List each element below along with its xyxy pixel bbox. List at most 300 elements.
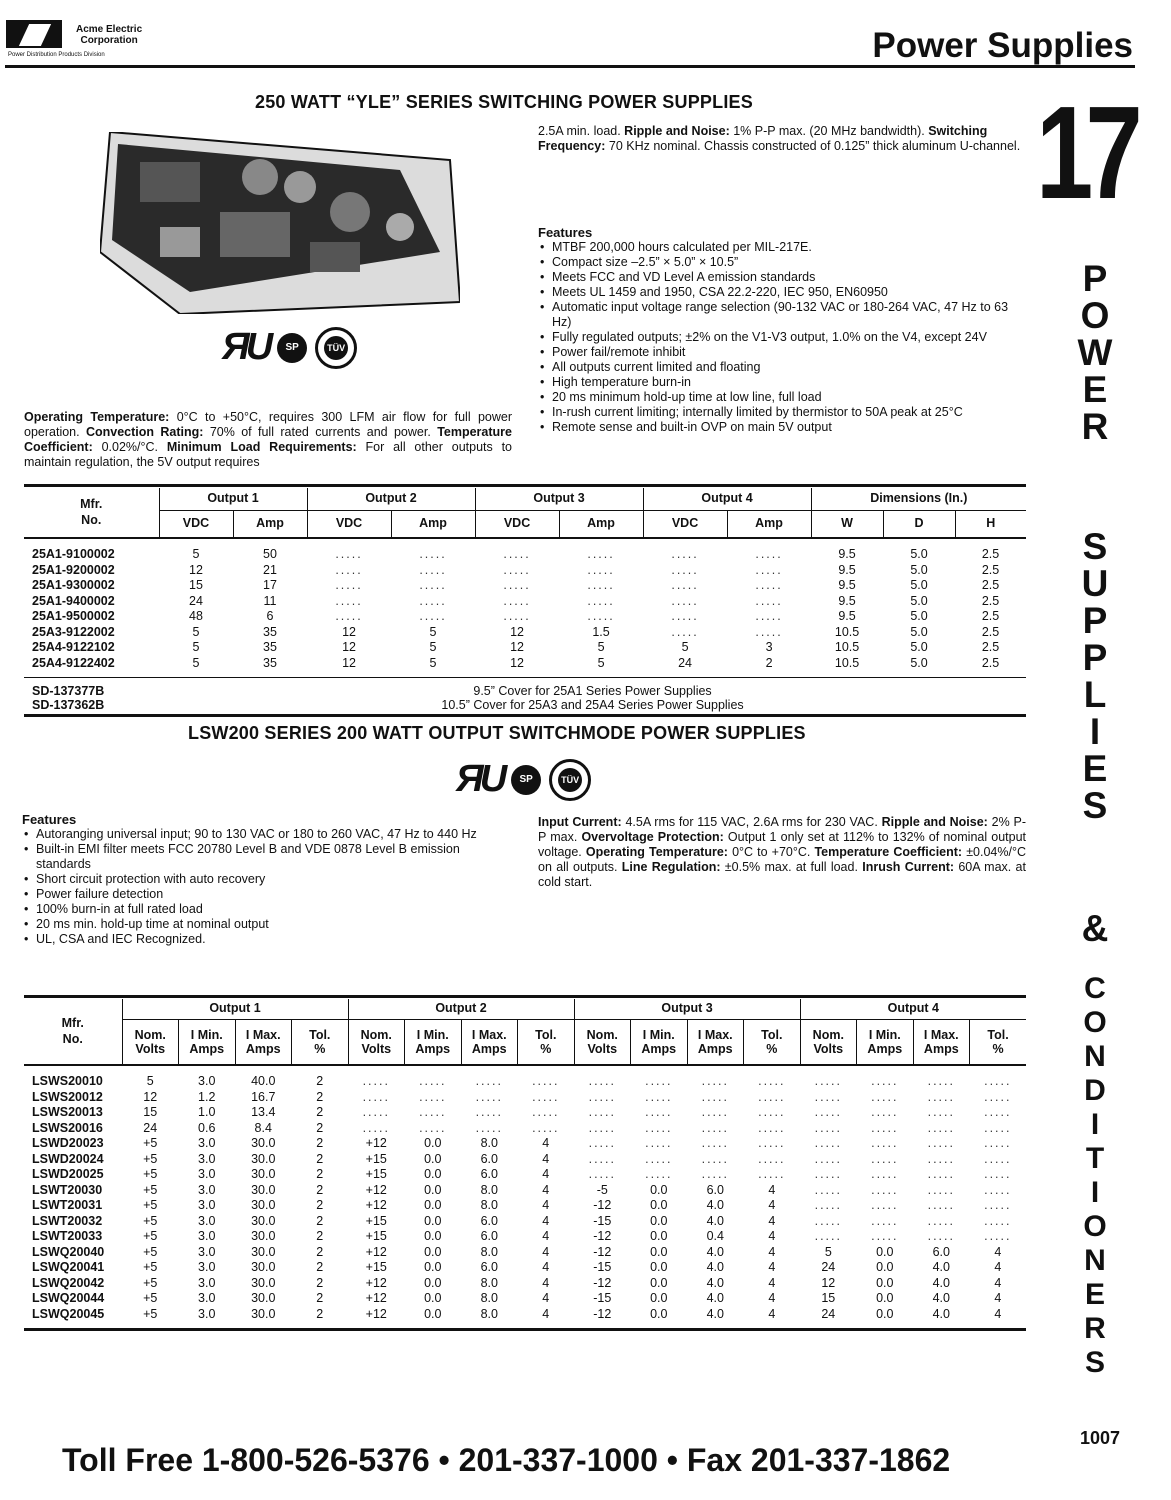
table-cell: 5 [192,624,200,639]
table-cell: ..... [503,547,531,561]
mfr-number: LSWT20032 [32,1213,103,1228]
group-header: Output 4 [800,999,1026,1020]
table-cell: 3.0 [198,1198,216,1212]
table-cell: +15 [365,1213,387,1228]
table-cell: 1.5 [592,624,610,639]
tuv-icon [315,327,357,369]
table-cell: 1.2 [198,1089,216,1104]
table-cell: ..... [362,1074,390,1088]
column-header-line: I Max. [471,1028,507,1042]
table-cell: 2 [316,1213,324,1228]
group-header: Output 3 [574,999,800,1020]
group-header: Output 4 [643,488,811,511]
table-cell: 3.0 [198,1151,216,1166]
table-cell: +5 [143,1291,158,1305]
table-cell: ..... [671,578,699,592]
column-header-line: Tol. [535,1028,557,1042]
spec-text: 0°C to +50°C, requires 300 LFM air flow for full power operation. [24,410,512,439]
table-cell: 2.5 [981,562,1000,577]
table-cell: 0.0 [650,1275,668,1290]
table-cell: 4 [542,1136,550,1150]
table-cell: ..... [645,1074,673,1088]
lsw-table [24,999,1026,1331]
feature-item: • 20 ms min. hold-up time at nominal output [22,917,514,932]
lsw-certifications [456,758,591,801]
column-header-line: % [992,1042,1004,1056]
sidebar-letter: N [1084,1040,1106,1073]
table-cell: ..... [755,562,783,577]
acme-logo [6,18,156,58]
table-cell: 35 [263,624,277,639]
column-header [687,1020,744,1066]
column-header [574,1020,631,1066]
table-cell: ..... [984,1167,1012,1181]
spec-label: Temperature Coefficient: [814,845,963,859]
yle-certifications [222,326,357,369]
table-cell: ..... [532,1120,560,1135]
table-cell: ..... [335,547,363,561]
table-cell: 0.0 [424,1151,442,1166]
mfr-number: LSWS20016 [32,1120,103,1135]
table-cell: ..... [755,624,783,639]
table-cell: 0.0 [424,1136,442,1150]
table-cell: 2 [727,656,811,678]
table-cell: 9.5 [838,593,856,608]
table-cell: ..... [927,1229,955,1243]
column-header [461,1020,518,1066]
page-number: 1007 [1080,1428,1121,1448]
tuv-label: TÜV [558,768,582,792]
column-header: Amp [391,511,475,539]
column-header: VDC [475,511,559,539]
table-cell: 2 [316,1198,324,1212]
table-row [24,1198,1026,1214]
table-cell: 3.0 [198,1229,216,1243]
ul-recognized-icon: ЯU [456,758,504,800]
column-header-line: Amps [641,1042,677,1056]
column-header: VDC [159,511,233,539]
table-cell: 3.0 [198,1182,216,1197]
table-cell: 0.0 [876,1260,894,1274]
column-header-line: Amps [867,1042,903,1056]
spec-text: 60A max. at cold start. [538,860,1026,889]
table-cell: 10.5 [834,624,860,639]
table-cell: +5 [143,1136,158,1150]
column-header-line: Tol. [761,1028,783,1042]
table-cell: ..... [814,1136,842,1150]
chapter-number: 17 [1036,79,1135,226]
table-cell: 4.0 [706,1244,724,1259]
table-cell: 8.4 [254,1120,272,1135]
table-cell: ..... [984,1182,1012,1197]
spec-text: 70 KHz nominal. Chassis constructed of 0.125” thick aluminum U-channel. [605,139,1021,153]
table-cell: ..... [532,1105,560,1119]
table-cell: ..... [758,1151,786,1166]
table-cell: 0.0 [876,1275,894,1290]
feature-item: • Meets UL 1459 and 1950, CSA 22.2-220, IEC 950, EN60950 [538,285,1028,300]
table-cell: ..... [475,1089,503,1104]
table-cell: +5 [143,1182,158,1197]
spec-text: 2.5A min. load. [538,124,625,138]
table-cell: 15 [143,1105,158,1119]
table-cell: 2 [316,1167,324,1181]
table-cell: 48 [189,609,203,623]
table-cell: 5.0 [910,624,928,639]
table-cell: ..... [927,1151,955,1166]
table-row [24,1276,1026,1292]
table-cell: 24 [189,593,203,608]
table-cell: 5.0 [910,640,928,654]
sidebar-letter: S [1084,1346,1105,1379]
spec-label: Operating Temperature: [585,845,728,859]
column-header [744,1020,801,1066]
table-cell: 2.5 [981,578,1000,592]
table-cell: ..... [758,1136,786,1150]
page-title: Power Supplies [872,26,1133,65]
table-cell: 2 [316,1136,324,1150]
table-cell: 3.0 [198,1136,216,1150]
table-row [24,1167,1026,1183]
table-cell: ..... [984,1105,1012,1119]
table-cell: 30.0 [251,1229,276,1243]
table-cell: ..... [814,1151,842,1166]
table-cell: 5 [681,640,689,654]
table-cell: ..... [984,1213,1012,1228]
table-cell: ..... [362,1120,390,1135]
table-cell: 4 [768,1260,776,1274]
table-cell: 2.5 [981,609,1000,623]
table-cell: +5 [143,1275,158,1290]
column-header-line: I Max. [923,1028,959,1042]
column-header [518,1020,575,1066]
table-row [24,1090,1026,1106]
table-cell: 0.0 [876,1244,894,1259]
sidebar-letter: T [1085,1142,1105,1175]
table-cell: ..... [419,593,447,608]
mfr-header-line: No. [81,512,102,527]
yle-group-header-row [24,488,1026,511]
table-cell: 9.5 [838,609,856,623]
mfr-number: 25A1-9200002 [32,562,115,577]
mfr-number: 25A3-9122002 [32,624,115,639]
yle-operating-paragraph [24,410,512,470]
contact-footer: Toll Free 1-800-526-5376 • 201-337-1000 • Fax 201-337-1862 [62,1442,951,1478]
table-cell: 11 [263,593,277,608]
table-cell: +5 [143,1213,158,1228]
table-cell: 2 [316,1260,324,1274]
spec-text: 2% P-P max. [538,815,1026,844]
table-cell: 10.5 [811,656,883,678]
mfr-number: LSWD20024 [32,1151,104,1166]
column-header [800,1020,857,1066]
table-cell: 4 [970,1307,1027,1330]
table-cell: 30.0 [235,1307,292,1330]
spec-label: Line Regulation: [621,860,721,874]
feature-item: • Remote sense and built-in OVP on main 5V output [538,420,1028,435]
spec-label: Ripple and Noise: [624,124,730,138]
table-cell: 6.0 [480,1260,498,1274]
table-cell: ..... [871,1089,899,1104]
mfr-no-header [24,488,159,538]
table-cell: ..... [701,1074,729,1088]
mfr-number: LSWD20023 [32,1136,104,1150]
yle-features-heading: Features [538,225,593,240]
table-cell: 3.0 [198,1244,216,1259]
mfr-number: LSWQ20040 [32,1244,105,1259]
table-cell: 5 [391,656,475,678]
table-cell: ..... [814,1198,842,1212]
table-cell: 2 [292,1307,349,1330]
table-cell: ..... [701,1089,729,1104]
table-cell: ..... [814,1105,842,1119]
table-cell: 4 [994,1291,1002,1305]
table-cell: ..... [984,1198,1012,1212]
table-cell: -15 [593,1260,612,1274]
sidebar-letter: I [1090,1108,1100,1141]
table-cell: 9.5 [838,578,856,592]
table-cell: 3.0 [198,1291,216,1305]
column-header-line: % [766,1042,778,1056]
spec-text: 0.02%/°C. [92,440,167,454]
table-cell: 4.0 [706,1291,724,1305]
table-cell: ..... [587,593,615,608]
table-cell: 3.0 [198,1213,216,1228]
table-cell: 12 [342,640,356,654]
table-cell: +12 [365,1244,387,1259]
feature-item: • Fully regulated outputs; ±2% on the V1-V3 output, 1.0% on the V4, except 24V [538,330,1028,345]
table-row [24,640,1026,656]
table-cell: ..... [419,547,447,561]
table-cell: 3.0 [198,1167,216,1181]
feature-item: • UL, CSA and IEC Recognized. [22,932,514,947]
table-cell: 5 [429,624,437,639]
table-cell: 9.5 [838,547,856,561]
table-row [24,609,1026,625]
group-header: Dimensions (In.) [811,488,1026,511]
lsw-subheader-row [24,1020,1026,1066]
spec-text: 70% of full rated currents and power. [203,425,438,439]
table-cell: ..... [671,547,699,561]
table-cell: 6.0 [480,1151,498,1166]
spec-label: Switching Frequency: [538,124,988,153]
table-cell: 4 [542,1182,550,1197]
table-cell: ..... [984,1151,1012,1166]
sidebar-letter: U [1081,563,1109,604]
table-cell: 35 [233,656,307,678]
table-cell: 2 [316,1229,324,1243]
table-cell: 4.0 [706,1260,724,1274]
table-cell: +5 [122,1307,179,1330]
table-cell: 10.5 [834,640,860,654]
table-cell: 30.0 [251,1260,276,1274]
table-cell: ..... [419,1074,447,1088]
table-cell: -5 [596,1182,608,1197]
table-cell: 0.0 [650,1182,668,1197]
lsw-table-top-rule [24,995,1026,998]
cover-description: 10.5” Cover for 25A3 and 25A4 Series Power Supplies [159,698,1026,716]
yle-table [24,488,1026,717]
tuv-icon [549,759,591,801]
table-row [24,1183,1026,1199]
sidebar-letter: O [1083,1210,1107,1243]
table-cell: ..... [927,1182,955,1197]
table-cell: ..... [927,1074,955,1088]
tuv-label: TÜV [324,336,348,360]
column-header [970,1020,1027,1066]
spec-text: ±0.5% max. at full load. [720,860,863,874]
table-cell: 8.0 [480,1182,498,1197]
table-cell: 1.0 [198,1105,216,1119]
table-cell: ..... [671,624,699,639]
sidebar-letter: S [1082,526,1108,567]
yle-features-list [538,240,1028,435]
table-cell: 4 [994,1275,1002,1290]
table-cell: 4.0 [706,1198,724,1212]
table-cell: ..... [335,593,363,608]
table-cell: 6.0 [480,1167,498,1181]
csa-icon: SP [277,333,307,363]
table-cell: 13.4 [251,1105,276,1119]
spec-label: Temperature Coefficient: [24,425,512,454]
table-cell: 2 [316,1151,324,1166]
lsw-section-title: LSW200 SERIES 200 WATT OUTPUT SWITCHMODE POWER SUPPLIES [188,723,806,743]
mfr-number: 25A1-9500002 [32,609,115,623]
sidebar-word-conditioners [1070,972,1120,1380]
table-cell: 2 [316,1244,324,1259]
table-cell: 0.0 [424,1244,442,1259]
table-cell: ..... [927,1213,955,1228]
table-row [24,1121,1026,1137]
table-cell: ..... [984,1089,1012,1104]
table-row [24,1307,1026,1330]
csa-icon: SP [511,765,541,795]
table-cell: 8.0 [480,1136,498,1150]
table-row [24,656,1026,678]
table-cell: ..... [645,1167,673,1181]
column-header [292,1020,349,1066]
table-row [24,594,1026,610]
mfr-number: 25A1-9300002 [32,578,115,592]
table-cell: +15 [365,1229,387,1243]
table-cell: 5.0 [910,609,928,623]
table-row [24,1152,1026,1168]
table-cell: 5 [824,1244,832,1259]
table-cell: 8.0 [480,1244,498,1259]
table-cell: 30.0 [251,1213,276,1228]
table-cell: ..... [755,609,783,623]
column-header-line: I Min. [868,1028,901,1042]
table-cell: -12 [593,1244,612,1259]
mfr-number: LSWQ20045 [24,1307,122,1330]
table-cell: ..... [335,578,363,592]
table-cell: ..... [814,1229,842,1243]
table-cell: 5.0 [910,562,928,577]
table-cell: 6.0 [706,1182,724,1197]
table-cell: -12 [593,1275,612,1290]
lsw-features-heading: Features [22,812,77,827]
table-cell: ..... [588,1167,616,1181]
table-cell: 3.0 [198,1260,216,1274]
column-header-line: Tol. [309,1028,331,1042]
column-header [857,1020,914,1066]
table-cell: 0.0 [650,1213,668,1228]
sidebar-letter: W [1077,332,1113,373]
table-cell: 12 [475,656,559,678]
table-cell: ..... [419,578,447,592]
sidebar-word-power [1070,260,1120,445]
table-cell: ..... [645,1105,673,1119]
table-cell: 5.0 [883,656,955,678]
table-cell: ..... [814,1074,842,1088]
column-header [348,1020,405,1066]
table-cell: 4 [768,1275,776,1290]
mfr-number: 25A1-9400002 [32,593,115,608]
table-cell: 2 [316,1291,324,1305]
column-header-line: I Min. [190,1028,223,1042]
column-header [179,1020,236,1066]
table-cell: ..... [671,562,699,577]
column-header-line: % [314,1042,326,1056]
table-cell: ..... [588,1105,616,1119]
table-cell: +5 [143,1151,158,1166]
table-cell: 8.0 [461,1307,518,1330]
mfr-no-header [24,999,122,1065]
table-cell: ..... [588,1151,616,1166]
mfr-number: LSWQ20042 [32,1275,105,1290]
table-cell: 24 [821,1260,836,1274]
column-header-line: Nom. [812,1028,844,1042]
table-row [24,1214,1026,1230]
table-cell: 2 [316,1182,324,1197]
table-cell: 8.0 [480,1198,498,1212]
table-cell: ..... [871,1074,899,1088]
table-cell: 30.0 [251,1198,276,1212]
sidebar-letter: P [1082,637,1108,678]
table-cell: ..... [588,1089,616,1104]
mfr-number: LSWD20025 [32,1167,104,1181]
table-cell: ..... [927,1167,955,1181]
table-cell: ..... [755,593,783,608]
spec-label: Convection Rating: [85,425,204,439]
feature-item: • MTBF 200,000 hours calculated per MIL-217E. [538,240,1028,255]
table-cell: 5 [597,640,605,654]
column-header-line: Amps [697,1042,733,1056]
column-header [913,1020,970,1066]
spec-text: Output 1 only set at 112% to 132% of nominal output voltage. [538,830,1026,859]
table-cell: ..... [503,609,531,623]
feature-item: • High temperature burn-in [538,375,1028,390]
table-cell: ..... [645,1136,673,1150]
table-cell: +12 [365,1291,387,1305]
table-cell: 4 [744,1307,801,1330]
feature-item: • 20 ms minimum hold-up time at low line, full load [538,390,1028,405]
table-row [24,1105,1026,1121]
table-cell: ..... [503,593,531,608]
table-cell: 30.0 [251,1136,276,1150]
table-row [24,578,1026,594]
table-cell: ..... [871,1182,899,1197]
table-cell: ..... [587,547,615,561]
table-cell: ..... [362,1089,390,1104]
table-cell: ..... [587,578,615,592]
sidebar-letter: E [1082,748,1108,789]
sidebar-letter: E [1084,1278,1105,1311]
table-cell: 2 [316,1275,324,1290]
feature-item: • Meets FCC and VD Level A emission standards [538,270,1028,285]
table-cell: 4 [994,1244,1002,1259]
mfr-number: 25A4-9122102 [32,640,115,654]
table-cell: ..... [758,1167,786,1181]
